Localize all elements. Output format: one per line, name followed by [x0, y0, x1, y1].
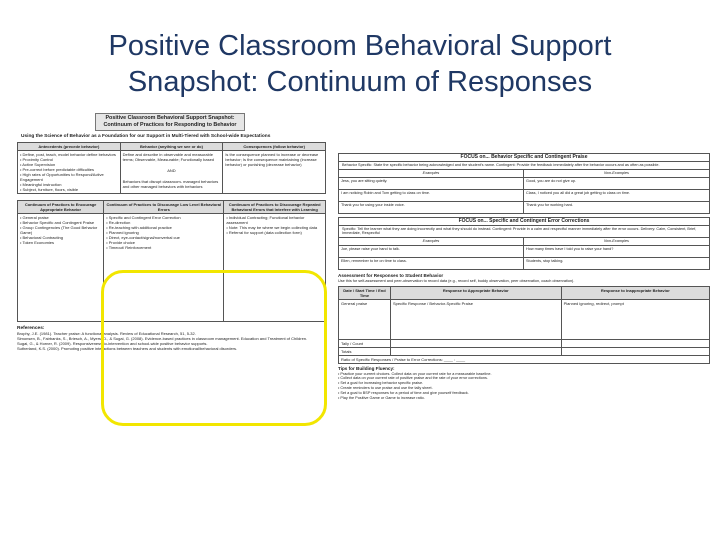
continuum-table [17, 200, 326, 322]
assess-col-inappropriate: Response to Inappropriate Behavior [561, 286, 709, 299]
reference-item: Sugai, G., & Horner, R. (2009). Responsiveness-to-intervention and school-wide positive behavior supports. [17, 341, 208, 346]
assess-cell: Specific Response / Behavior-Specific Praise [390, 299, 561, 339]
antecedent-item: • High rates of Opportunities to Respond/Active Engagement [20, 172, 118, 182]
abc-header-antecedents: Antecedents (precede behavior) [18, 143, 121, 151]
focus-praise-body: Behavior Specific: State the specific behavior being acknowledged and the student's name. Contingent: Provide the feedback immediately after the behavior occurs and as often as possible. [342, 163, 660, 167]
reference-item: Sutherland, K.S. (2000). Promoting positive interactions between teachers and students with emotional/behavioral disorders. [17, 346, 238, 351]
tally-cell [561, 339, 709, 347]
totals-cell [390, 347, 561, 355]
consequences-text: Is the consequence planned to increase or decrease behavior; Is the consequence maintaining (increase behavior) or punishing (decrease behavior) [225, 152, 319, 167]
praise-nonexample: Good, you are do not give up. [524, 177, 709, 189]
tip-item: • Collect data on your current rate of positive praise and the rate of your error corrections. [338, 376, 710, 381]
tips-heading: Tips for Building Fluency: [338, 365, 395, 371]
behavior-and: AND [167, 168, 176, 173]
encourage-item: • Behavior Specific and Contingent Praise [20, 220, 101, 225]
discourage-low-item: • Specific and Contingent Error Correction [106, 215, 221, 220]
error-nonexample: Students, stop talking. [524, 257, 709, 269]
focus-error-box [338, 217, 710, 270]
praise-examples-header: Examples [339, 169, 524, 177]
consequences-cell [223, 151, 326, 194]
behavior-cell [120, 151, 223, 194]
tip-item: • Create reminders to use praise and use the tally sheet. [338, 386, 710, 391]
tips-section [338, 367, 710, 401]
left-title-line-2: Continuum of Practices for Responding to Behavior [103, 122, 237, 128]
continuum-header-encourage: Continuum of Practices to Encourage Appropriate Behavior [18, 201, 104, 214]
discourage-repeated-item: • Individual Contracting; Functional behavior assessment [226, 215, 323, 225]
encourage-cell [18, 214, 104, 322]
right-document [338, 153, 710, 537]
assess-cell: General praise [339, 299, 391, 339]
continuum-header-discourage-repeated: Continuum of Practices to Discourage Repeated Behavioral Errors that Interfere with Learning [224, 201, 326, 214]
praise-example: Jess, you are sitting quietly. [339, 177, 524, 189]
behavior-text: Define and describe in observable and measurable terms; Observable, Measurable; Functionally based [122, 152, 215, 162]
discourage-repeated-cell [224, 214, 326, 322]
assessment-heading: Assessment for Responses to Student Behavior [338, 272, 444, 278]
praise-nonexamples-header: Non-Examples [524, 169, 709, 177]
left-document [17, 113, 326, 540]
discourage-low-item: • Re-direction [106, 220, 221, 225]
ratio-line: Ratio of Specific Responses / Praise to Error Corrections: ____ : ____ [339, 355, 710, 363]
discourage-repeated-item: • Note: This may be where we begin collecting data [226, 225, 323, 230]
encourage-item: • Group Contingencies (The Good Behavior Game) [20, 225, 101, 235]
antecedents-cell [18, 151, 121, 194]
error-examples-header: Examples [339, 237, 524, 245]
focus-praise-heading: FOCUS on... Behavior Specific and Contingent Praise [339, 154, 709, 162]
discourage-low-item: • Planned ignoring [106, 230, 221, 235]
focus-error-heading: FOCUS on... Specific and Contingent Error Corrections [339, 218, 709, 226]
tally-label: Tally / Count [339, 339, 391, 347]
discourage-low-item: • Direct, eye-contact/signal/nonverbal cue [106, 235, 221, 240]
left-document-title [95, 113, 245, 131]
encourage-item: • Token Economies [20, 240, 101, 245]
left-title-line-1: Positive Classroom Behavioral Support Snapshot: [105, 115, 235, 121]
reference-item: Simonsen, B., Fairbanks, S., Briesch, A., Myers, D., & Sugai, G. (2008). Evidence-based practices in classroom management. Education and Treatment of Children. [17, 336, 308, 341]
discourage-low-item: • Timeout/ Reinforcement [106, 245, 221, 250]
praise-nonexample: Class, I noticed you all did a great job getting to class on time. [524, 189, 709, 201]
assess-cell: Planned ignoring, redirect, prompt [561, 299, 709, 339]
encourage-item: • Behavioral Contracting [20, 235, 101, 240]
totals-cell [561, 347, 709, 355]
references-heading: References: [17, 326, 45, 331]
antecedent-item: • Proximity Control [20, 157, 118, 162]
encourage-item: • General praise [20, 215, 101, 220]
discourage-low-cell [104, 214, 224, 322]
tip-item: • Practice your current choices. Collect data on your current rate for a measurable baseline. [338, 372, 710, 377]
behavior-note: Behaviors that disrupt classroom- managed behaviors and other managed behaviors with behaviors [122, 179, 219, 189]
antecedent-item: • Meaningful instruction [20, 182, 118, 187]
totals-label: Totals [339, 347, 391, 355]
abc-table [17, 142, 326, 194]
error-examples-grid [339, 237, 709, 269]
abc-header-behavior: Behavior (anything we see or do) [120, 143, 223, 151]
tip-item: • Set a goal to BSP responses for a period of time and give yourself feedback. [338, 391, 710, 396]
error-example: Ellen, remember to be on time to class. [339, 257, 524, 269]
assessment-table [338, 286, 710, 364]
error-example: Joe, please raise your hand to talk. [339, 245, 524, 257]
discourage-low-item: • Re-teaching with additional practice [106, 225, 221, 230]
reference-item: Brophy, J.E. (1981). Teacher praise: A functional analysis. Review of Educational Research, 51, 5-32. [17, 331, 196, 336]
praise-nonexample: Thank you for working hard. [524, 201, 709, 213]
antecedent-item: • Define, post, teach, model behavior define behaviors [20, 152, 118, 157]
assessment-body: Use this for self-assessment and peer-observation to record data (e.g., record self, buddy observation, peer observation, coach observation). [338, 278, 575, 283]
continuum-header-discourage-low: Continuum of Practices to Discourage Low Level Behavioral Errors [104, 201, 224, 214]
slide-title-line-1: Positive Classroom Behavioral Support [108, 30, 612, 62]
tip-item: • Play the Positive Game or Game to increase ratio. [338, 396, 710, 401]
antecedent-item: • Pre-correct before predictable difficulties [20, 167, 118, 172]
praise-example: Thank you for using your inside voice. [339, 201, 524, 213]
left-document-subtitle: Using the Science of Behavior as a Foundation for our Support in Multi-Tiered with School-wide Expectations [21, 134, 271, 139]
assess-col-appropriate: Response to Appropriate Behavior [390, 286, 561, 299]
antecedent-item: • Subject, furniture, floors, visible [20, 187, 118, 192]
focus-praise-box [338, 153, 710, 214]
discourage-repeated-item: • Referral for support (data collection form) [226, 230, 323, 235]
focus-error-body: Specific: Tell the learner what they are doing incorrectly and what they should do instead. Contingent: Provide in a calm and respectful manner immediately after the error occurs. Delivery: Calm, Consistent, Brief, Immediate, Respectful [342, 226, 697, 236]
antecedent-item: • Active Supervision [20, 162, 118, 167]
praise-example: I am noticing Robin and Tom getting to class on time. [339, 189, 524, 201]
praise-examples-grid [339, 169, 709, 213]
slide-title-line-2: Snapshot: Continuum of Responses [127, 66, 593, 98]
error-nonexamples-header: Non-Examples [524, 237, 709, 245]
assess-col-date: Date / Start Time / End Time [339, 286, 391, 299]
abc-header-consequences: Consequences (follow behavior) [223, 143, 326, 151]
slide-title [0, 28, 720, 100]
references [17, 326, 326, 351]
error-nonexample: How many times have I told you to raise your hand? [524, 245, 709, 257]
tally-cell [390, 339, 561, 347]
discourage-low-item: • Provide choice [106, 240, 221, 245]
tip-item: • Set a goal for increasing behavior specific praise. [338, 381, 710, 386]
